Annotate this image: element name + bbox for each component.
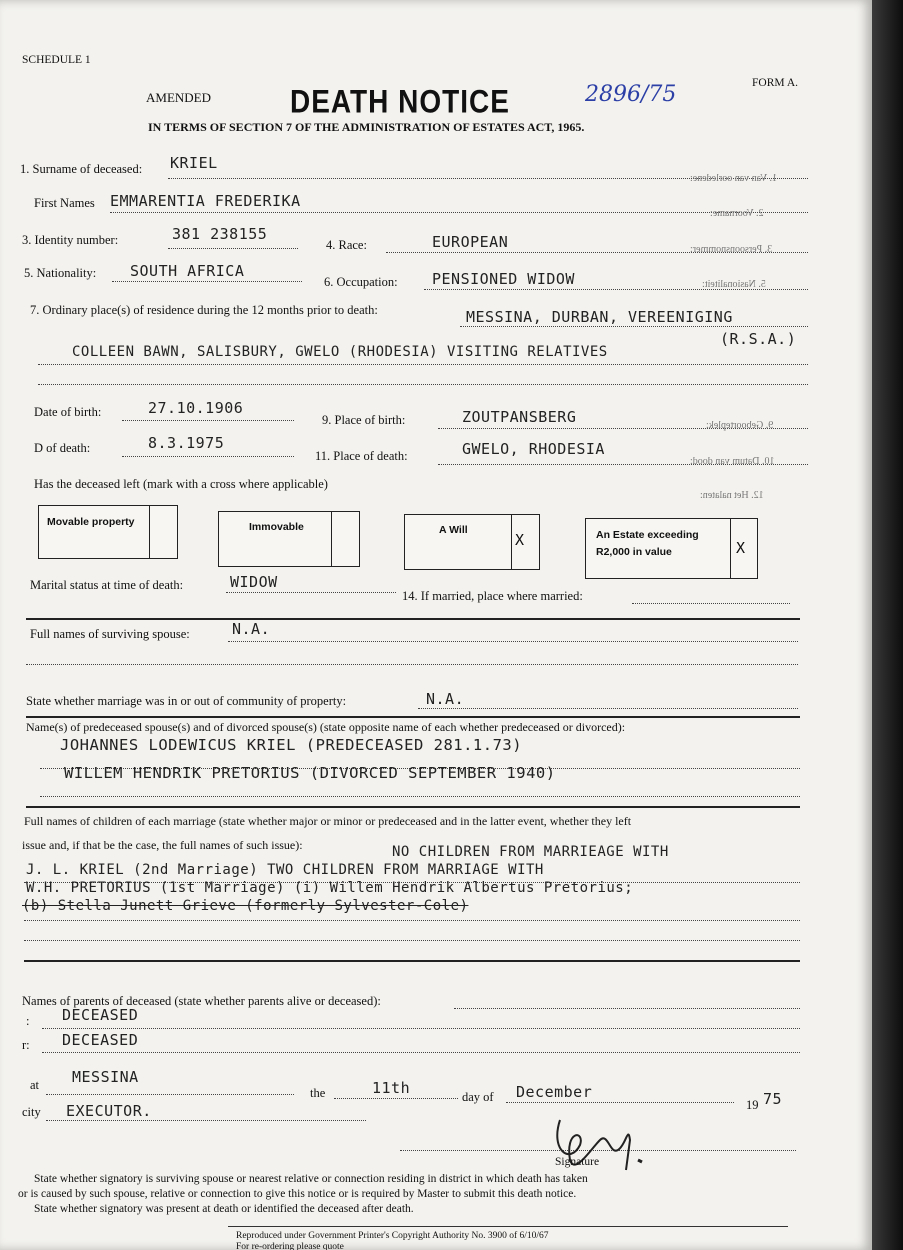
mother-line [42, 1052, 800, 1053]
children-label-2: issue and, if that be the case, the full names of such issue): [22, 838, 303, 852]
identity-label: 3. Identity number: [22, 233, 119, 247]
box-movable-property[interactable] [38, 505, 178, 559]
box-estate-exceeding[interactable] [585, 518, 758, 579]
mother-value: DECEASED [62, 1031, 139, 1049]
parents-label: Names of parents of deceased (state whether parents alive or deceased): [22, 994, 381, 1008]
children-label-1: Full names of children of each marriage (state whether major or minor or predeceased and in the latter event, whether they left [24, 814, 632, 828]
schedule-label: SCHEDULE 1 [22, 54, 91, 66]
dod-value: 8.3.1975 [148, 434, 225, 452]
married-place-line [632, 603, 790, 604]
residence-value-1: MESSINA, DURBAN, VEREENIGING [466, 308, 733, 326]
box-will-mark: X [515, 531, 525, 549]
predeceased-label: Name(s) of predeceased spouse(s) and of divorced spouse(s) (state opposite name of each whether predeceased or divorced): [26, 720, 626, 734]
scan-edge [872, 0, 903, 1250]
residence-line-3 [38, 384, 808, 385]
marital-line [226, 592, 396, 593]
box-movable-label: Movable property [47, 516, 135, 528]
dob-label: Date of birth: [34, 405, 102, 419]
spouse-line-2 [26, 664, 798, 665]
father-line [42, 1028, 800, 1029]
section-divider-3 [26, 806, 800, 808]
the-label: the [310, 1086, 326, 1100]
residence-label: 7. Ordinary place(s) of residence during the 12 months prior to death: [30, 303, 378, 317]
race-label: 4. Race: [326, 238, 367, 252]
community-value: N.A. [426, 690, 465, 708]
box-estate-label: An Estate exceeding R2,000 in value [596, 529, 699, 558]
children-line-2 [24, 920, 800, 921]
identity-value: 381 238155 [172, 225, 268, 243]
box-estate-mark: X [736, 539, 746, 557]
community-line [418, 708, 798, 709]
first-names-label: First Names [34, 196, 95, 210]
father-value: DECEASED [62, 1006, 139, 1024]
day-of-label: day of [462, 1090, 494, 1104]
footer-note-3: State whether signatory was present at death or identified the deceased after death. [34, 1203, 414, 1215]
at-place-value: MESSINA [72, 1068, 139, 1086]
form-subtitle: IN TERMS OF SECTION 7 OF THE ADMINISTRATION OF ESTATES ACT, 1965. [148, 120, 585, 134]
day-line [334, 1098, 458, 1099]
residence-line-1 [460, 326, 808, 327]
children-value-4: (b) Stella Junett Grieve (formerly Sylvester-Cole) [22, 898, 469, 914]
first-names-reverse-text: 2. Voorname: [710, 208, 764, 219]
printer-line-2: For re-ordering please quote [236, 1242, 344, 1250]
box-estate-divider [730, 519, 731, 578]
occupation-value: PENSIONED WIDOW [432, 270, 575, 288]
box-immovable[interactable] [218, 511, 360, 567]
printer-line-1: Reproduced under Government Printer's Copyright Authority No. 3900 of 6/10/67 [236, 1231, 549, 1241]
box-immovable-divider [331, 512, 332, 566]
month-line [506, 1102, 734, 1103]
surname-reverse-text: 1. Van van oorledene: [690, 173, 778, 184]
residence-value-2: COLLEEN BAWN, SALISBURY, GWELO (RHODESIA) VISITING RELATIVES [72, 344, 608, 360]
year-prefix: 19 [746, 1098, 759, 1112]
year-value: 75 [763, 1090, 783, 1108]
box-immovable-label: Immovable [249, 521, 304, 533]
pob-reverse-text: 9. Geboorteplek: [706, 420, 774, 431]
left-label: Has the deceased left (mark with a cross where applicable) [34, 477, 328, 491]
nationality-reverse-text: 5. Nasionaliteit: [702, 279, 766, 290]
signature-scribble [530, 1110, 670, 1180]
pod-value: GWELO, RHODESIA [462, 440, 605, 458]
box-will-divider [511, 515, 512, 569]
handwritten-reference: 2896/75 [585, 82, 677, 107]
dob-line [122, 420, 294, 421]
capacity-value: EXECUTOR. [66, 1102, 152, 1120]
children-value-3: W.H. PRETORIUS (1st Marriage) (i) Willem Hendrik Albertus Pretorius; [26, 880, 634, 896]
amended-label: AMENDED [146, 90, 211, 105]
residence-line-2 [38, 364, 808, 365]
nationality-line [112, 281, 302, 282]
pod-reverse-text: 10. Datum van dood: [690, 456, 775, 467]
spouse-value: N.A. [232, 620, 271, 638]
dod-line [122, 456, 294, 457]
section-divider-4 [24, 960, 800, 962]
parents-line [454, 1008, 800, 1009]
children-line-3 [24, 940, 800, 941]
box-will-label: A Will [439, 524, 468, 536]
nationality-value: SOUTH AFRICA [130, 262, 245, 280]
predeceased-value-1: JOHANNES LODEWICUS KRIEL (PREDECEASED 281.1.73) [60, 736, 523, 754]
month-value: December [516, 1083, 593, 1101]
section-divider-1 [26, 618, 800, 620]
pod-label: 11. Place of death: [315, 449, 408, 463]
predeceased-value-2: WILLEM HENDRIK PRETORIUS (DIVORCED SEPTEMBER 1940) [64, 764, 556, 782]
spouse-label: Full names of surviving spouse: [30, 627, 190, 641]
married-place-label: 14. If married, place where married: [402, 589, 583, 603]
form-title: DEATH NOTICE [290, 83, 510, 120]
capacity-line [46, 1120, 366, 1121]
signature-label: Signature [555, 1156, 600, 1168]
surname-value: KRIEL [170, 154, 218, 172]
section-divider-2 [26, 716, 800, 718]
footer-note-2: or is caused by such spouse, relative or connection to give this notice or is required by Master to submit this death notice. [18, 1188, 577, 1200]
pob-value: ZOUTPANSBERG [462, 408, 577, 426]
dod-label: D of death: [34, 441, 91, 455]
at-label: at [30, 1078, 40, 1092]
first-names-value: EMMARENTIA FREDERIKA [110, 192, 301, 210]
box-a-will[interactable] [404, 514, 540, 570]
left-reverse-text: 12. Het nalaten: [700, 490, 764, 501]
predeceased-line-2 [40, 796, 800, 797]
children-value-1: NO CHILDREN FROM MARRIEAGE WITH [392, 844, 669, 860]
identity-reverse-text: 3. Persoonsnommer: [690, 244, 773, 255]
identity-line [168, 248, 298, 249]
mother-prefix: r: [22, 1038, 30, 1052]
community-label: State whether marriage was in or out of community of property: [26, 694, 347, 708]
at-line [46, 1094, 294, 1095]
first-names-line [110, 212, 808, 213]
race-value: EUROPEAN [432, 233, 509, 251]
footer-note-1: State whether signatory is surviving spouse or nearest relative or connection residing in district in which death has taken [34, 1173, 588, 1185]
father-prefix: : [26, 1014, 30, 1028]
form-label: FORM A. [752, 77, 799, 89]
pob-label: 9. Place of birth: [322, 413, 406, 427]
day-value: 11th [372, 1079, 411, 1097]
dob-value: 27.10.1906 [148, 399, 244, 417]
spouse-line [228, 641, 798, 642]
residence-rsa: (R.S.A.) [720, 330, 797, 348]
marital-label: Marital status at time of death: [30, 578, 184, 592]
capacity-label: city [22, 1105, 41, 1119]
surname-label: 1. Surname of deceased: [20, 162, 143, 176]
nationality-label: 5. Nationality: [24, 266, 97, 280]
occupation-label: 6. Occupation: [324, 275, 398, 289]
children-value-2: J. L. KRIEL (2nd Marriage) TWO CHILDREN FROM MARRIAGE WITH [26, 862, 544, 878]
footer-rule [228, 1226, 788, 1227]
box-movable-divider [149, 506, 150, 558]
marital-value: WIDOW [230, 573, 278, 591]
